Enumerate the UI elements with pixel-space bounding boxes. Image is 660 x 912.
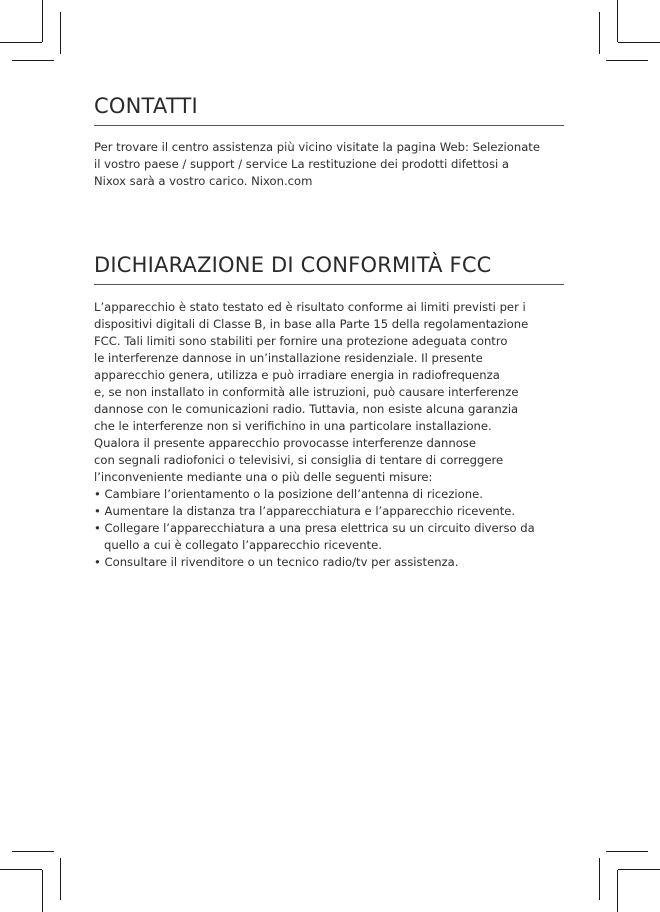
crop-mark: [12, 851, 54, 852]
paragraph-line: l’inconveniente mediante una o più delle seguenti misure:: [94, 470, 433, 484]
paragraph-line: con segnali radiofonici o televisivi, si consiglia di tentare di correggere: [94, 453, 504, 467]
crop-mark: [12, 60, 54, 61]
crop-mark: [42, 0, 43, 42]
paragraph-line: e, se non installato in conformità alle istruzioni, può causare interferenze: [94, 385, 519, 399]
crop-mark: [0, 42, 42, 43]
paragraph-line: che le interferenze non si verifichino in una particolare installazione.: [94, 419, 492, 433]
bullet-item: • Consultare il rivenditore o un tecnico radio/tv per assistenza.: [94, 555, 459, 569]
fcc-section: [94, 252, 564, 571]
crop-mark: [618, 869, 660, 870]
crop-mark: [60, 12, 61, 54]
crop-mark: [0, 869, 42, 870]
crop-mark: [618, 42, 660, 43]
crop-mark: [606, 851, 648, 852]
paragraph-line: le interferenze dannose in un’installazione residenziale. Il presente: [94, 351, 483, 365]
fcc-body: [94, 299, 564, 571]
fcc-heading: DICHIARAZIONE DI CONFORMITÀ FCC: [94, 253, 492, 277]
contatti-heading: CONTATTI: [94, 94, 198, 118]
crop-mark: [60, 858, 61, 900]
bullet-item: • Collegare l’apparecchiatura a una presa elettrica su un circuito diverso da: [94, 521, 535, 535]
paragraph-line: dannose con le comunicazioni radio. Tuttavia, non esiste alcuna garanzia: [94, 402, 519, 416]
paragraph-line: apparecchio genera, utilizza e può irradiare energia in radiofrequenza: [94, 368, 500, 382]
crop-mark: [617, 870, 618, 912]
crop-mark: [42, 870, 43, 912]
contatti-body: [94, 139, 564, 190]
paragraph-line: Qualora il presente apparecchio provocasse interferenze dannose: [94, 436, 476, 450]
bullet-continuation: quello a cui è collegato l’apparecchio ricevente.: [104, 538, 382, 552]
crop-mark: [617, 0, 618, 42]
contatti-section: [94, 93, 564, 190]
paragraph-line: il vostro paese / support / service La restituzione dei prodotti difettosi a: [94, 157, 510, 171]
paragraph-line: Nixox sarà a vostro carico. Nixon.com: [94, 174, 313, 188]
crop-mark: [599, 858, 600, 900]
paragraph-line: FCC. Tali limiti sono stabiliti per fornire una protezione adeguata contro: [94, 334, 508, 348]
bullet-item: • Aumentare la distanza tra l’apparecchiatura e l’apparecchio ricevente.: [94, 504, 516, 518]
crop-mark: [599, 12, 600, 54]
bullet-item: • Cambiare l’orientamento o la posizione dell’antenna di ricezione.: [94, 487, 483, 501]
paragraph-line: Per trovare il centro assistenza più vicino visitate la pagina Web: Selezionate: [94, 140, 540, 154]
paragraph-line: dispositivi digitali di Classe B, in base alla Parte 15 della regolamentazione: [94, 317, 529, 331]
heading-divider: [94, 125, 564, 126]
heading-divider: [94, 284, 564, 285]
paragraph-line: L’apparecchio è stato testato ed è risultato conforme ai limiti previsti per i: [94, 300, 526, 314]
crop-mark: [606, 60, 648, 61]
